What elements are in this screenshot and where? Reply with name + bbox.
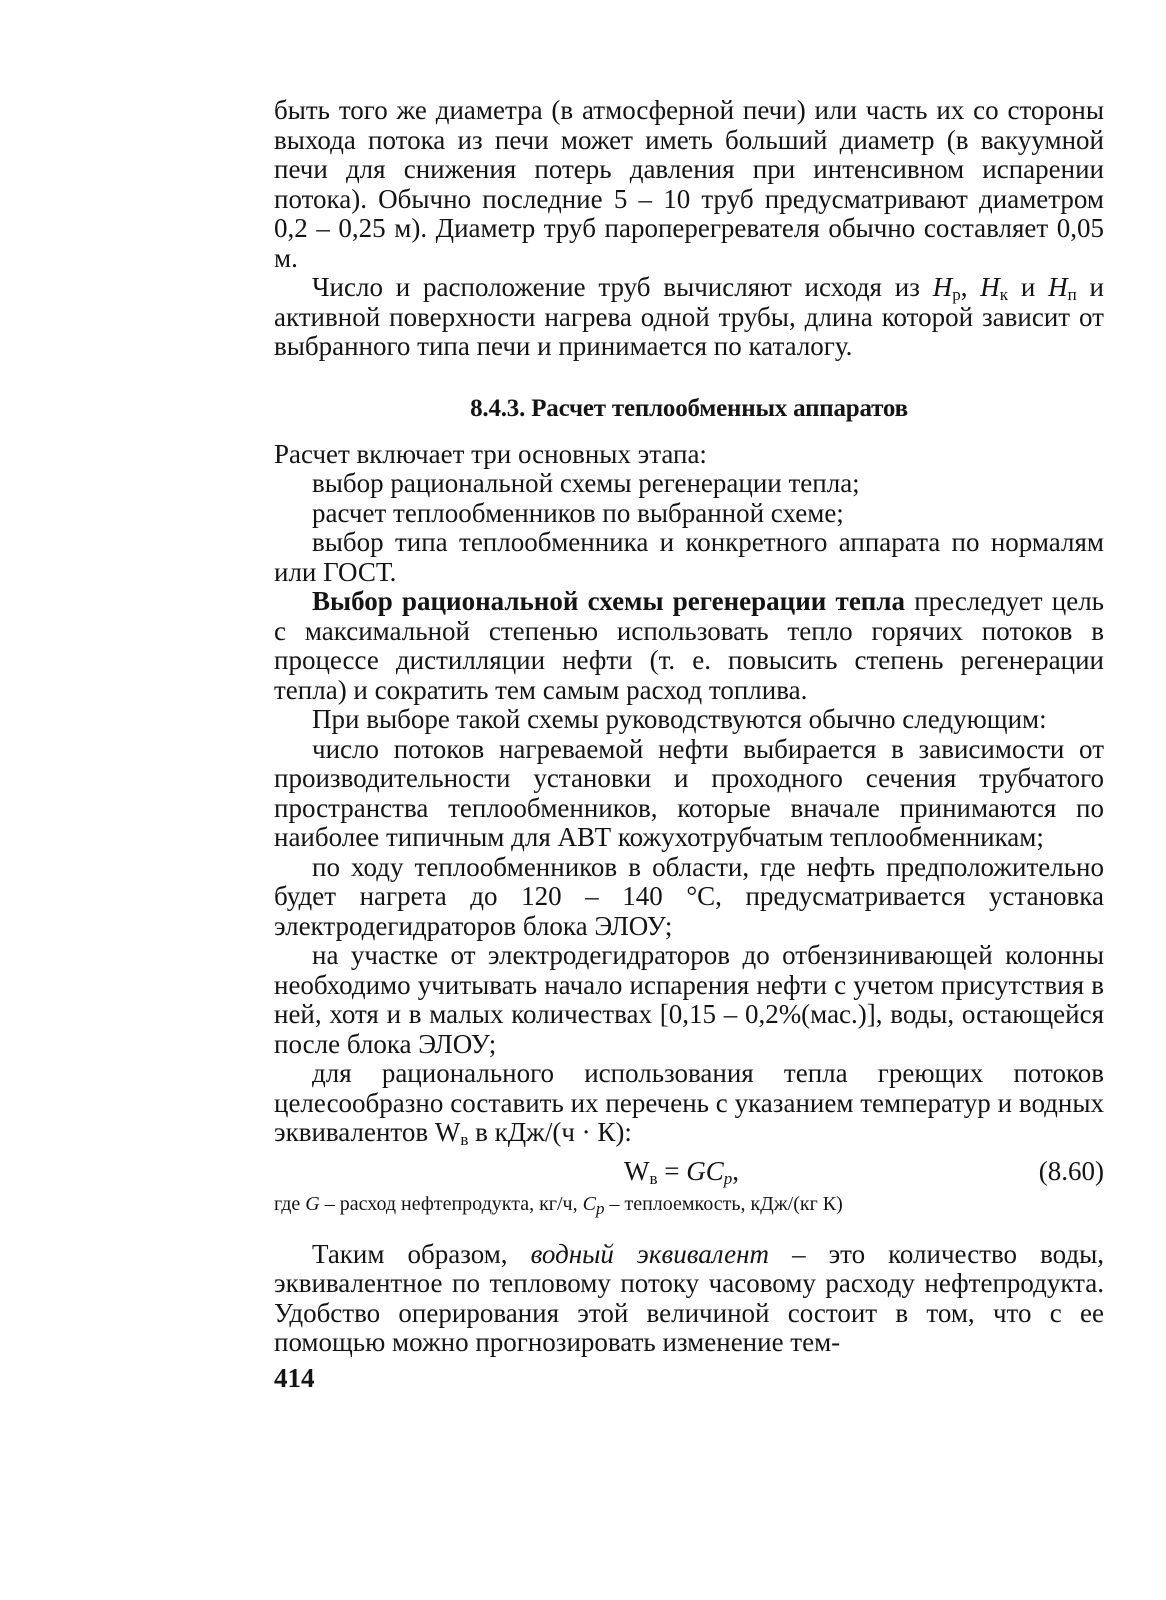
symbol-g: G — [305, 1192, 320, 1215]
text-span: в кДж/(ч · К): — [468, 1117, 632, 1147]
symbol-w: W — [434, 1117, 461, 1147]
text-span: Число и расположение труб вычисляют исходя из — [312, 272, 933, 302]
paragraph-4: При выборе такой схемы руководствуются обычно следующим: — [312, 704, 1047, 734]
stage-item: расчет теплообменников по выбранной схеме; — [312, 497, 844, 528]
bold-phrase: Выбор рациональной схемы регенерации тепла — [312, 586, 906, 616]
subscript: в — [460, 1130, 469, 1149]
rule-item: на участке от электродегидраторов до отбензинивающей колонны необходимо учитывать начало испарения нефти с учетом присутствия в ней, хотя и в малых количествах [0,15 – 0,2%(мас.)], воды, остающейся после блока ЭЛОУ; — [274, 940, 1104, 1059]
subscript: p — [723, 1168, 733, 1188]
symbol-h: H — [932, 272, 953, 302]
formula-number: (8.60) — [1038, 1155, 1104, 1186]
intro-line: Расчет включает три основных этапа: — [274, 438, 707, 469]
formula-row — [274, 1152, 1104, 1190]
text-span: для рационального использования тепла греющих потоков целесообразно составить их перечень с указанием температур и водных эквивалентов — [274, 1058, 1104, 1147]
symbol-w: W — [624, 1155, 650, 1186]
subscript: p — [595, 1198, 605, 1218]
text-span: и активной поверхности нагрева одной трубы, длина которой зависит от выбранного типа печи и принимается по каталогу. — [274, 272, 1104, 361]
text-span: , — [960, 272, 981, 302]
stage-item: выбор типа теплообменника и конкретного аппарата по нормалям или ГОСТ. — [274, 527, 1104, 587]
subscript: п — [1067, 285, 1077, 304]
equals-sign: = — [657, 1155, 687, 1186]
paragraph-1: быть того же диаметра (в атмосферной печи) или часть их со стороны выхода потока из печи может иметь больший диаметр (в вакуумной печи для снижения потерь давления при интенсивном испарении потока). Обычно последние 5 – 10 труб предусматривают диаметром 0,2 – 0,25 м). Диаметр труб пароперегревателя обычно составляет 0,05 м. — [274, 95, 1104, 273]
italic-term: водный эквивалент — [530, 1238, 770, 1269]
text-span: – это количество воды, эквивалентное по тепловому потоку часовому расходу нефтепродукта. Удобство оперирования этой величиной состоит в том, что с ее помощью можно прогнозировать изменение тем- — [274, 1238, 1104, 1357]
page-content — [274, 96, 1104, 1393]
paragraph-5 — [274, 1240, 1104, 1358]
text-span: , — [732, 1155, 740, 1186]
subscript: к — [999, 285, 1009, 304]
paragraph-2 — [274, 273, 1104, 362]
symbol-h: H — [980, 272, 1000, 302]
text-span: где — [274, 1192, 306, 1215]
symbol-gc: GC — [686, 1155, 724, 1186]
paragraph-3 — [274, 587, 1104, 705]
subscript: в — [649, 1168, 658, 1188]
stage-item: выбор рациональной схемы регенерации тепла; — [312, 468, 860, 498]
text-span: – теплоемкость, кДж/(кг К) — [604, 1192, 843, 1215]
symbol-c: C — [582, 1192, 596, 1215]
text-span: и — [1008, 272, 1049, 302]
text-span: – расход нефтепродукта, кг/ч, — [319, 1192, 583, 1215]
formula — [624, 1156, 739, 1187]
page-number: 414 — [274, 1362, 315, 1393]
text-span: Таким образом, — [312, 1238, 531, 1269]
section-heading: 8.4.3. Расчет теплообменных аппаратов — [470, 394, 908, 422]
rule-item: число потоков нагреваемой нефти выбирается в зависимости от производительности установки и проходного сечения трубчатого пространства теплообменников, которые вначале принимаются по наиболее типичным для АВТ кожухотрубчатым теплообменникам; — [274, 733, 1104, 852]
subscript: р — [952, 285, 961, 304]
footnote — [274, 1190, 1104, 1218]
text-span: преследует цель с максимальной степенью использовать тепло горячих потоков в процессе дистилляции нефти (т. е. повысить степень регенерации тепла) и сократить тем самым расход топлива. — [274, 586, 1104, 705]
rule-item — [274, 1059, 1104, 1148]
rule-item: по ходу теплообменников в области, где нефть предположительно будет нагрета до 120 – 140 °С, предусматривается установка электродегидраторов блока ЭЛОУ; — [274, 851, 1104, 941]
symbol-h: H — [1048, 272, 1068, 302]
